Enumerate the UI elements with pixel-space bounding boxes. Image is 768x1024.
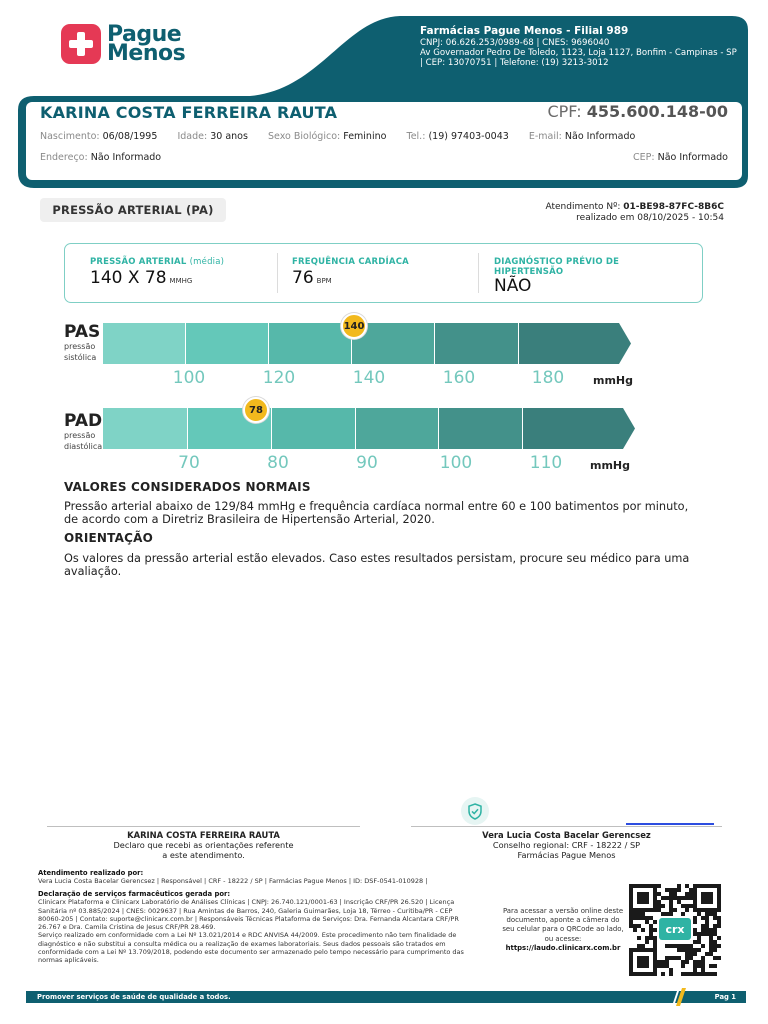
- qr-module: [705, 932, 709, 936]
- attendance-label: Atendimento Nº:: [545, 202, 621, 212]
- footer-bar: [26, 991, 746, 1003]
- phone-value: (19) 97403-0043: [428, 131, 509, 142]
- qr-module: [709, 948, 713, 952]
- qr-module: [661, 912, 665, 916]
- qr-module: [657, 900, 661, 904]
- fc-unit: BPM: [316, 277, 332, 285]
- fc-label: FREQUÊNCIA CARDÍACA: [292, 257, 409, 267]
- pas-tick-4: 180: [531, 368, 565, 388]
- qr-module: [649, 932, 653, 936]
- qr-module: [665, 888, 669, 892]
- patient-sig-l1: Declaro que recebi as orientações referente: [113, 840, 294, 851]
- qr-module: [661, 896, 665, 900]
- qr-module: [633, 928, 637, 932]
- pas-tick-2: 140: [352, 368, 386, 388]
- qr-module: [697, 964, 701, 968]
- cpf-label: CPF:: [547, 102, 582, 121]
- qr-module: [697, 960, 701, 964]
- normals-title: VALORES CONSIDERADOS NORMAIS: [64, 480, 311, 494]
- pad-tick-2: 90: [356, 453, 378, 473]
- pas-scale-bar: [103, 323, 633, 365]
- qr-module: [657, 892, 661, 896]
- qr-module: [701, 916, 705, 920]
- qr-module: [669, 892, 673, 896]
- qr-module: [693, 928, 697, 932]
- qr-module: [705, 912, 709, 916]
- patient-cpf: [547, 102, 728, 121]
- qr-module: [681, 972, 685, 976]
- signature-stroke: [626, 823, 714, 825]
- qr-module: [681, 904, 685, 908]
- qr-module: [689, 948, 693, 952]
- qr-module: [637, 936, 641, 940]
- qr-module: [693, 940, 697, 944]
- result-diagnosis: [478, 253, 704, 296]
- qr-module: [693, 948, 697, 952]
- pas-segment-4: [435, 323, 519, 364]
- age-label: Idade:: [177, 131, 208, 142]
- results-box: [64, 243, 703, 303]
- qr-module: [633, 924, 637, 928]
- qr-module: [701, 924, 705, 928]
- qr-module: [685, 904, 689, 908]
- branch-line3: | CEP: 13070751 | Telefone: (19) 3213-3012: [420, 58, 609, 69]
- qr-module: [645, 916, 649, 920]
- qr-module: [641, 944, 645, 948]
- qr-module: [693, 960, 697, 964]
- footer-declaration: [38, 890, 468, 965]
- email-label: E-mail:: [528, 131, 562, 142]
- qr-module: [673, 896, 677, 900]
- qr-module: [677, 944, 681, 948]
- qr-module: [685, 960, 689, 964]
- qr-module: [657, 884, 661, 888]
- qr-module: [677, 896, 681, 900]
- patient-address-row: [40, 152, 161, 163]
- logo-line2: Menos: [107, 41, 186, 66]
- pad-marker: 78: [243, 397, 269, 423]
- pad-unit: mmHg: [590, 459, 631, 472]
- qr-module: [709, 952, 713, 956]
- qr-module: [701, 944, 705, 948]
- qr-module: [677, 948, 681, 952]
- patient-signature: [47, 826, 360, 861]
- pas-tick-0: 100: [172, 368, 206, 388]
- pad-label: PAD: [64, 411, 103, 431]
- patient-sig-name: KARINA COSTA FERREIRA RAUTA: [127, 830, 280, 840]
- cross-icon: [61, 24, 101, 64]
- qr-finder-0-2: [637, 892, 649, 904]
- birth-value: 06/08/1995: [102, 131, 158, 142]
- qr-module: [709, 944, 713, 948]
- attendance-date: realizado em 08/10/2025 - 10:54: [576, 212, 724, 223]
- qr-module: [701, 968, 705, 972]
- qr-module: [669, 900, 673, 904]
- shield-check-icon: [461, 797, 489, 825]
- qr-module: [649, 916, 653, 920]
- qr-module: [669, 912, 673, 916]
- pad-tick-3: 100: [439, 453, 473, 473]
- result-pa: [65, 244, 277, 302]
- qr-module: [713, 972, 717, 976]
- qr-module: [689, 956, 693, 960]
- qr-module: [717, 924, 721, 928]
- pas-unit: mmHg: [593, 374, 634, 387]
- qr-module: [697, 972, 701, 976]
- branch-line2: Av Governador Pedro De Toledo, 1123, Loja 1127, Bonfim - Campinas - SP: [420, 48, 737, 59]
- qr-module: [629, 912, 633, 916]
- qr-module: [637, 944, 641, 948]
- qr-module: [653, 928, 657, 932]
- qr-module: [649, 936, 653, 940]
- qr-module: [677, 888, 681, 892]
- pas-segment-5: [519, 323, 631, 364]
- qr-module: [637, 924, 641, 928]
- qr-module: [689, 892, 693, 896]
- qr-module: [701, 932, 705, 936]
- qr-module: [681, 948, 685, 952]
- qr-module: [685, 972, 689, 976]
- qr-module: [653, 936, 657, 940]
- qr-module: [705, 952, 709, 956]
- qr-module: [685, 892, 689, 896]
- qr-module: [661, 904, 665, 908]
- diag-value: NÃO: [494, 276, 532, 296]
- footer-legal-text: Serviço realizado em conformidade com a Lei Nº 13.021/2014 e RDC ANVISA 44/2009. Este procedimento não tem finalidade de diagnóstico e não substitui a consulta médica ou a realização de exames laboratoriais. Seus dados pessoais são tratados em conformidade com a Lei Nº 13.709/2018, podendo este documento ser armazenado pelo tempo necessário para cumprimento das normas aplicáveis.: [38, 931, 464, 965]
- patient-cep: [633, 152, 728, 163]
- qr-module: [689, 952, 693, 956]
- qr-module: [669, 972, 673, 976]
- qr-module: [701, 928, 705, 932]
- qr-module: [669, 956, 673, 960]
- qr-module: [649, 928, 653, 932]
- pas-sub2: sistólica: [64, 353, 97, 362]
- qr-module: [693, 968, 697, 972]
- pa-unit: MMHG: [169, 277, 193, 285]
- qr-module: [701, 956, 705, 960]
- pad-segment-2: [272, 408, 356, 449]
- pad-tick-0: 70: [178, 453, 200, 473]
- pharmacist-sig-l1: Conselho regional: CRF - 18222 / SP: [492, 840, 641, 851]
- branch-info: [420, 25, 755, 69]
- qr-module: [669, 908, 673, 912]
- qr-module: [669, 968, 673, 972]
- birth-label: Nascimento:: [40, 131, 100, 142]
- pas-marker: 140: [341, 313, 367, 339]
- normals-text: Pressão arterial abaixo de 129/84 mmHg e frequência cardíaca normal entre 60 e 100 batimentos por minuto, de acordo com a Diretriz Brasileira de Hipertensão Arterial, 2020.: [64, 500, 689, 526]
- pas-label: PAS: [64, 322, 101, 342]
- qr-module: [681, 964, 685, 968]
- pas-segment-0: [103, 323, 186, 364]
- pad-tick-4: 110: [529, 453, 563, 473]
- qr-module: [653, 940, 657, 944]
- qr-module: [709, 932, 713, 936]
- qr-module: [705, 916, 709, 920]
- qr-module: [685, 896, 689, 900]
- email-value: Não Informado: [564, 131, 636, 142]
- decorative-stripe: [672, 988, 686, 1006]
- diag-label: DIAGNÓSTICO PRÉVIO DE HIPERTENSÃO: [494, 257, 620, 277]
- orientation-title: ORIENTAÇÃO: [64, 531, 153, 545]
- qr-module: [685, 884, 689, 888]
- branch-title: Farmácias Pague Menos - Filial 989: [420, 25, 629, 37]
- qr-module: [693, 972, 697, 976]
- qr-url[interactable]: https://laudo.clinicarx.com.br: [505, 943, 621, 952]
- qr-module: [705, 924, 709, 928]
- qr-module: [693, 932, 697, 936]
- qr-instructions: [502, 907, 624, 953]
- crx-logo-text: crx: [665, 923, 685, 936]
- qr-module: [685, 908, 689, 912]
- sex-label: Sexo Biológico:: [268, 131, 341, 142]
- attendance-id: 01-BE98-87FC-8B6C: [623, 202, 724, 212]
- qr-module: [629, 916, 633, 920]
- logo-line1: Pague: [107, 22, 182, 47]
- pharmacist-sig-l2: Farmácias Pague Menos: [517, 850, 616, 861]
- address-value: Não Informado: [90, 152, 162, 163]
- qr-module: [681, 944, 685, 948]
- qr-module: [657, 960, 661, 964]
- qr-module: [713, 940, 717, 944]
- qr-module: [653, 920, 657, 924]
- pa-sub: (média): [189, 257, 225, 267]
- pad-segment-4: [439, 408, 523, 449]
- qr-module: [645, 936, 649, 940]
- qr-module: [673, 944, 677, 948]
- cpf-value: 455.600.148-00: [586, 102, 728, 121]
- qr-module: [685, 944, 689, 948]
- qr-module: [709, 972, 713, 976]
- pad-segment-5: [523, 408, 635, 449]
- pad-tick-1: 80: [267, 453, 289, 473]
- qr-module: [681, 912, 685, 916]
- qr-module: [701, 964, 705, 968]
- qr-module: [705, 920, 709, 924]
- qr-module: [653, 944, 657, 948]
- qr-module: [681, 960, 685, 964]
- pad-scale-bar: [103, 408, 635, 450]
- footer-slogan: Promover serviços de saúde de qualidade a todos.: [37, 993, 231, 1001]
- branch-line1: CNPJ: 06.626.253/0989-68 | CNES: 9696040: [420, 38, 610, 48]
- qr-module: [709, 964, 713, 968]
- qr-finder-2-2: [637, 956, 649, 968]
- pharmacist-signature: [411, 826, 722, 861]
- qr-module: [629, 924, 633, 928]
- exam-title: PRESSÃO ARTERIAL (PA): [40, 198, 226, 222]
- qr-module: [693, 964, 697, 968]
- pad-sub1: pressão: [64, 431, 96, 440]
- qr-module: [669, 896, 673, 900]
- qr-module: [697, 932, 701, 936]
- orientation-text: Os valores da pressão arterial estão elevados. Caso estes resultados persistam, procure seu médico para uma avaliação.: [64, 552, 690, 578]
- qr-module: [665, 944, 669, 948]
- qr-module: [669, 888, 673, 892]
- qr-module: [717, 944, 721, 948]
- qr-module: [701, 972, 705, 976]
- qr-module: [673, 908, 677, 912]
- qr-module: [701, 960, 705, 964]
- qr-module: [693, 920, 697, 924]
- qr-module: [677, 884, 681, 888]
- qr-module: [713, 948, 717, 952]
- qr-module: [641, 916, 645, 920]
- qr-module: [709, 940, 713, 944]
- patient-card: [26, 102, 742, 180]
- cep-label: CEP:: [632, 152, 655, 163]
- qr-module: [665, 964, 669, 968]
- patient-info-row: [40, 131, 635, 142]
- cep-value: Não Informado: [657, 152, 728, 163]
- pa-value: 140 X 78: [90, 268, 167, 288]
- pad-sub2: diastólica: [64, 442, 103, 451]
- qr-module: [673, 956, 677, 960]
- result-fc: [277, 253, 478, 293]
- attendance-info: [545, 202, 724, 223]
- qr-module: [713, 928, 717, 932]
- qr-module: [713, 944, 717, 948]
- qr-module: [649, 924, 653, 928]
- fc-value: 76: [292, 268, 314, 288]
- pas-sub1: pressão: [64, 342, 96, 351]
- pas-sub: [64, 341, 96, 363]
- qr-module: [717, 936, 721, 940]
- qr-module: [661, 964, 665, 968]
- qr-module: [689, 972, 693, 976]
- pad-sub: [64, 430, 102, 452]
- qr-module: [713, 924, 717, 928]
- qr-module: [693, 952, 697, 956]
- sex-value: Feminino: [343, 131, 387, 142]
- qr-module: [669, 904, 673, 908]
- pad-segment-3: [356, 408, 439, 449]
- address-label: Endereço:: [40, 152, 88, 163]
- qr-module: [717, 916, 721, 920]
- qr-module: [669, 944, 673, 948]
- footer-attendance: [38, 869, 468, 886]
- qr-module: [677, 956, 681, 960]
- qr-module: [685, 956, 689, 960]
- qr-module: [709, 912, 713, 916]
- pa-label: PRESSÃO ARTERIAL: [90, 257, 187, 267]
- pas-segment-2: [269, 323, 352, 364]
- footer-decl-text: Clinicarx Plataforma e Clinicarx Laboratório de Análises Clínicas | CNPJ: 26.740.121/0001-63 | Inscrição CRF/PR 26.520 | Licença Sanitária nº 03.885/2024 | CNES: 0029637 | Rua Amintas de Barros, 240, Galeria Guimarães, Loja 18, Térreo - Curitiba/PR - CEP 80060-205 | Contato: suporte@clinicarx.com.br | Responsáveis Técnicas Plataforma de Serviços: Dra. Fernanda Alcantara CRF/PR 26.767 e Dra. Camila Cristina de Jesus CRF/PR 28.469.: [38, 898, 459, 932]
- qr-module: [717, 920, 721, 924]
- qr-module: [713, 916, 717, 920]
- qr-module: [685, 948, 689, 952]
- qr-module: [713, 912, 717, 916]
- qr-module: [629, 920, 633, 924]
- pas-segment-1: [186, 323, 269, 364]
- pas-tick-3: 160: [442, 368, 476, 388]
- age-value: 30 anos: [210, 131, 248, 142]
- qr-finder-1-2: [701, 892, 713, 904]
- qr-module: [665, 912, 669, 916]
- qr-instruction-text: Para acessar a versão online deste documento, aponte a câmera do seu celular para o QRCode ao lado, ou acesse:: [502, 907, 624, 943]
- pas-tick-1: 120: [262, 368, 296, 388]
- patient-sig-l2: a este atendimento.: [162, 850, 245, 861]
- qr-module: [665, 896, 669, 900]
- qr-module: [677, 900, 681, 904]
- pharmacist-sig-name: Vera Lucia Costa Bacelar Gerencsez: [482, 830, 651, 840]
- qr-module: [661, 960, 665, 964]
- qr-module: [661, 972, 665, 976]
- qr-module: [713, 964, 717, 968]
- footer-atend-text: Vera Lucia Costa Bacelar Gerencsez | Responsável | CRF - 18222 / SP | Farmácias Pague Menos | ID: DSF-0541-010928 |: [38, 877, 428, 886]
- qr-module: [697, 948, 701, 952]
- pague-menos-logo: [61, 24, 185, 64]
- qr-module: [705, 972, 709, 976]
- qr-module: [633, 912, 637, 916]
- footer-decl-title: Declaração de serviços farmacêuticos gerada por:: [38, 890, 231, 898]
- qr-module: [645, 920, 649, 924]
- qr-module: [665, 960, 669, 964]
- qr-module: [645, 940, 649, 944]
- qr-module: [689, 896, 693, 900]
- qr-module: [673, 888, 677, 892]
- qr-module: [641, 912, 645, 916]
- qr-module: [633, 916, 637, 920]
- pad-segment-0: [103, 408, 188, 449]
- qr-module: [637, 912, 641, 916]
- qr-module: [689, 904, 693, 908]
- qr-module: [697, 912, 701, 916]
- qr-module: [697, 936, 701, 940]
- qr-module: [709, 936, 713, 940]
- qr-module: [637, 916, 641, 920]
- qr-module: [685, 952, 689, 956]
- qr-module: [681, 896, 685, 900]
- qr-module: [689, 888, 693, 892]
- patient-name: KARINA COSTA FERREIRA RAUTA: [40, 103, 338, 122]
- qr-code[interactable]: [627, 884, 723, 976]
- qr-module: [705, 928, 709, 932]
- qr-module: [665, 956, 669, 960]
- qr-module: [657, 908, 661, 912]
- qr-module: [657, 904, 661, 908]
- qr-module: [709, 928, 713, 932]
- qr-module: [673, 892, 677, 896]
- phone-label: Tel.:: [406, 131, 426, 142]
- qr-module: [693, 916, 697, 920]
- qr-module: [689, 944, 693, 948]
- qr-module: [713, 956, 717, 960]
- qr-module: [713, 932, 717, 936]
- page-number: Pag 1: [714, 993, 736, 1001]
- qr-module: [717, 956, 721, 960]
- footer-atend-title: Atendimento realizado por:: [38, 869, 144, 877]
- qr-module: [697, 940, 701, 944]
- qr-module: [641, 928, 645, 932]
- qr-module: [657, 964, 661, 968]
